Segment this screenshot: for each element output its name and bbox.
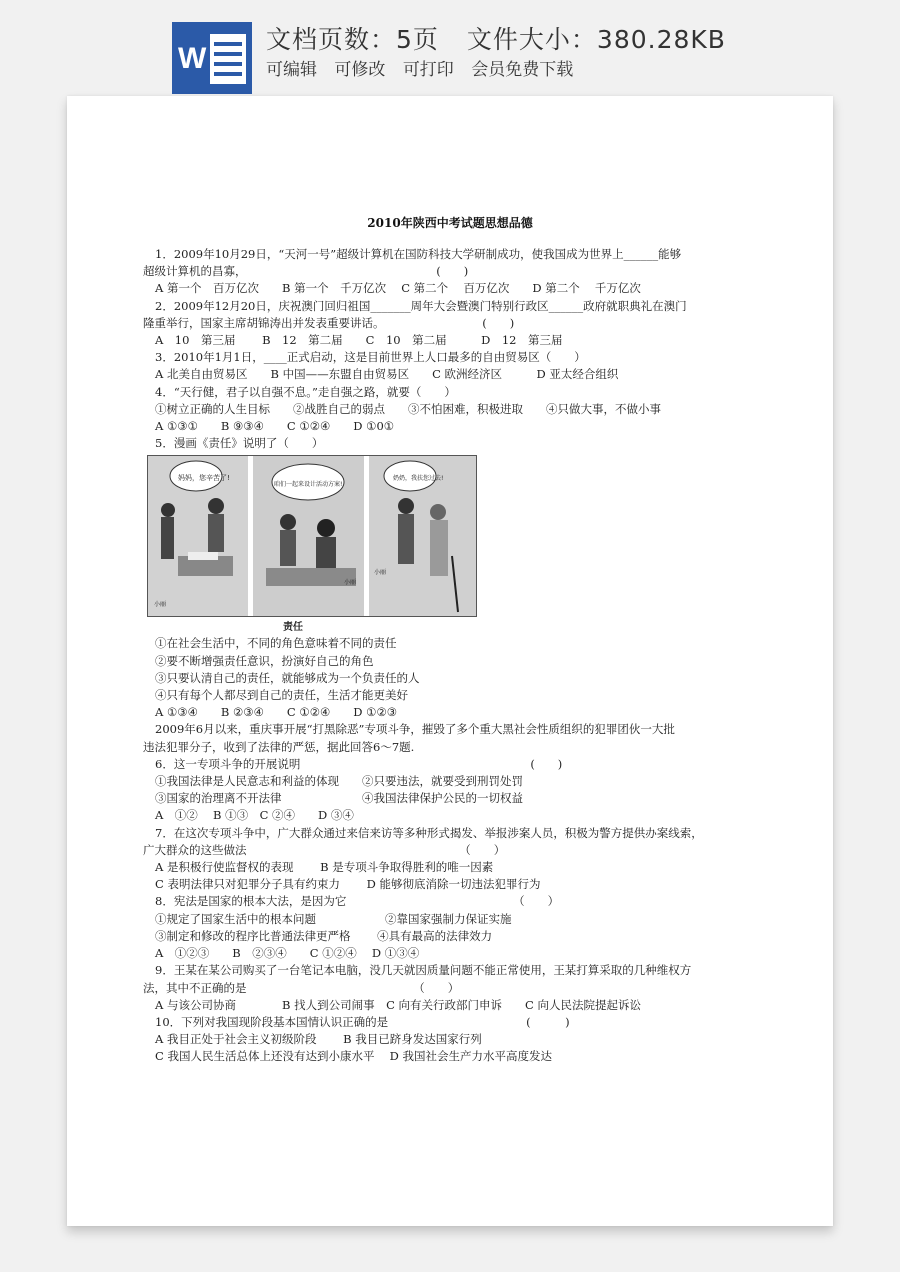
feature-modifiable: 可修改 — [334, 60, 386, 80]
document-line: A ①③④ B ②③④ C ①②④ D ①②③ — [155, 705, 398, 720]
document-line: 法，其中不正确的是 （ ） — [143, 980, 460, 995]
comic-figure — [143, 455, 783, 635]
feature-member-download[interactable]: 会员免费下载 — [471, 60, 574, 80]
document-line: ③制定和修改的程序比普通法律更严格 ④具有最高的法律效力 — [155, 928, 493, 943]
document-line: ②要不断增强责任意识，扮演好自己的角色 — [155, 653, 374, 668]
comic-bubble-3: 奶奶，我扶您过去! — [393, 475, 444, 483]
feature-printable: 可打印 — [402, 60, 454, 80]
document-line: A 10 第三届 B 12 第二届 C 10 第二届 D 12 第三届 — [155, 333, 563, 348]
document-body — [143, 246, 783, 1066]
document-line: ①规定了国家生活中的根本问题 ②靠国家强制力保证实施 — [155, 911, 512, 926]
document-line: A 是积极行使监督权的表现 B 是专项斗争取得胜利的唯一因素 — [155, 860, 494, 875]
questions-part-2 — [143, 635, 783, 1065]
document-line: 7．在这次专项斗争中，广大群众通过来信来访等多种形式揭发、举报涉案人员，积极为警方提供办案线索， — [155, 825, 703, 840]
document-line: 4．“天行健，君子以自强不息。”走自强之路，就要（ ） — [155, 384, 456, 399]
file-size: 文件大小：380.28KB — [466, 25, 726, 54]
comic-image — [147, 455, 477, 617]
document-line: 6．这一专项斗争的开展说明 ( ) — [155, 756, 563, 771]
document-line: ①我国法律是人民意志和利益的体现 ②只要违法，就要受到刑罚处罚 — [155, 774, 523, 789]
document-line: 10．下列对我国现阶段基本国情认识正确的是 ( ) — [155, 1014, 570, 1029]
document-line: 2．2009年12月20日，庆祝澳门回归祖国_______周年大会暨澳门特别行政区______政府就职典礼在澳门 — [155, 298, 687, 313]
document-line: A 我目正处于社会主义初级阶段 B 我目已跻身发达国家行列 — [155, 1032, 482, 1047]
document-line: 2009年6月以来，重庆事开展“打黑除恶”专项斗争，摧毁了多个重大黑社会性质组织的犯罪团伙一大批 — [155, 722, 675, 737]
page-count: 文档页数：5页 — [266, 25, 439, 54]
comic-caption: 责任 — [283, 622, 303, 634]
document-line: 9．王某在某公司购买了一台笔记本电脑，没几天就因质量问题不能正常使用，王某打算采取的几种维权方 — [155, 963, 692, 978]
document-line: A 与该公司协商 B 找人到公司闹事 C 向有关行政部门申诉 C 向人民法院提起诉讼 — [155, 997, 641, 1012]
document-line: 5．漫画《责任》说明了（ ） — [155, 436, 324, 451]
document-line: 超级计算机的昌寡， ( ) — [143, 264, 469, 279]
file-info — [266, 20, 726, 56]
document-line: ④只有每个人都尽到自己的责任，生活才能更美好 — [155, 688, 408, 703]
feature-editable: 可编辑 — [266, 60, 317, 80]
document-line: 广大群众的这些做法 （ ） — [143, 842, 506, 857]
document-line: A ①② B ①③ C ②④ D ③④ — [155, 808, 354, 823]
questions-part-1 — [143, 246, 783, 452]
document-line: C 我国人民生活总体上还没有达到小康水平 D 我国社会生产力水平高度发达 — [155, 1049, 552, 1064]
document-line: 1．2009年10月29日，“天河一号”超级计算机在国防科技大学研制成功，使我国成为世界上______能够 — [155, 247, 682, 261]
document-line: ③国家的治理离不开法律 ④我国法律保护公民的一切权益 — [155, 791, 523, 806]
document-line: A 第一个 百万亿次 B 第一个 千万亿次 C 第二个 百万亿次 D 第二个 千万亿次 — [155, 281, 641, 296]
download-banner — [0, 0, 900, 96]
comic-label-2: 小丽 — [344, 579, 357, 587]
comic-label-1: 小丽 — [154, 601, 167, 609]
document-line: C 表明法律只对犯罪分子具有约束力 D 能够彻底消除一切违法犯罪行为 — [155, 877, 541, 892]
document-line: 8．宪法是国家的根本大法，是因为它 （ ） — [155, 894, 560, 909]
document-line: 隆重举行，国家主席胡锦涛出并发表重要讲话。 ( ) — [143, 315, 515, 330]
document-line: ③只要认清自己的责任，就能够成为一个负责任的人 — [155, 670, 420, 685]
comic-bubble-1: 妈妈，您辛苦了! — [178, 474, 230, 483]
feature-list — [266, 55, 585, 80]
document-line: A ①②③ B ②③④ C ①②④ D ①③④ — [155, 946, 420, 961]
document-line: 违法犯罪分子，收到了法律的严惩，据此回答6～7题. — [143, 739, 415, 754]
document-line: ①树立正确的人生目标 ②战胜自己的弱点 ③不怕困难，积极进取 ④只做大事，不做小事 — [155, 401, 661, 416]
document-line: A 北美自由贸易区 B 中国——东盟自由贸易区 C 欧洲经济区 D 亚太经合组织 — [155, 367, 619, 382]
document-line: A ①③① B ⑨③④ C ①②④ D ①0① — [155, 419, 395, 434]
comic-bubble-2: 咱们一起来设计活动方案! — [274, 481, 343, 489]
comic-label-3: 小丽 — [374, 569, 387, 577]
document-line: 3．2010年1月1日，____正式启动，这是目前世界上人口最多的自由贸易区（ ） — [155, 350, 586, 365]
document-title: 2010年陕西中考试题思想品德 — [367, 216, 533, 230]
document-page — [67, 96, 833, 1226]
word-document-icon — [172, 22, 252, 94]
document-line: ①在社会生活中，不同的角色意味着不同的责任 — [155, 636, 397, 651]
word-icon-letter: W — [178, 42, 207, 75]
